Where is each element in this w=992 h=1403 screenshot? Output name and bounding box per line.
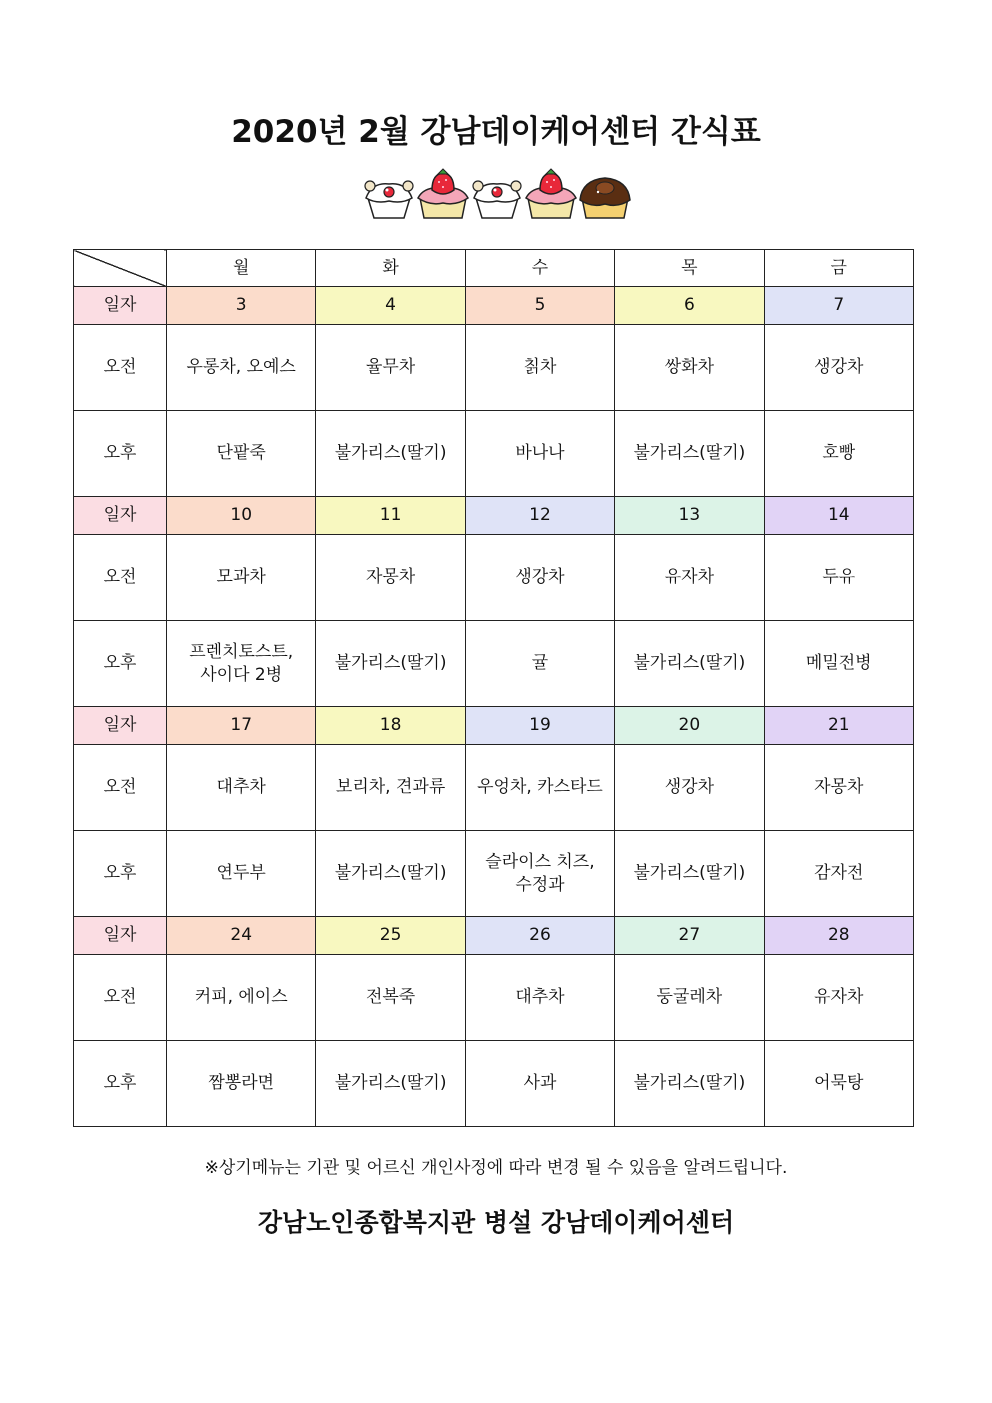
afternoon-snack-cell: 사과: [465, 1041, 614, 1127]
morning-snack-row: [74, 535, 914, 621]
corner-cell: [74, 250, 167, 287]
afternoon-snack-row: [74, 831, 914, 917]
notice-text: ※상기메뉴는 기관 및 어르신 개인사정에 따라 변경 될 수 있음을 알려드립니다.: [204, 1158, 788, 1178]
morning-snack-cell: 유자차: [764, 955, 913, 1041]
afternoon-row-label: 오후: [74, 1041, 167, 1127]
afternoon-snack-row: [74, 621, 914, 707]
organization-footer: 강남노인종합복지관 병설 강남데이케어센터: [257, 1208, 735, 1237]
date-cell: 25: [316, 917, 465, 955]
morning-snack-cell: 전복죽: [316, 955, 465, 1041]
morning-snack-cell: 생강차: [615, 745, 764, 831]
morning-row-label: 오전: [74, 325, 167, 411]
afternoon-snack-cell: 불가리스(딸기): [615, 831, 764, 917]
afternoon-snack-cell: 불가리스(딸기): [615, 621, 764, 707]
date-cell: 24: [167, 917, 316, 955]
date-cell: 10: [167, 497, 316, 535]
day-header: 목: [615, 250, 764, 287]
day-header: 월: [167, 250, 316, 287]
morning-snack-cell: 커피, 에이스: [167, 955, 316, 1041]
date-cell: 28: [764, 917, 913, 955]
afternoon-snack-cell: 감자전: [764, 831, 913, 917]
day-header: 금: [764, 250, 913, 287]
day-header: 화: [316, 250, 465, 287]
date-row-label: 일자: [74, 707, 167, 745]
morning-snack-cell: 우롱차, 오예스: [167, 325, 316, 411]
date-cell: 5: [465, 287, 614, 325]
morning-snack-cell: 쌍화차: [615, 325, 764, 411]
date-cell: 26: [465, 917, 614, 955]
morning-snack-cell: 보리차, 견과류: [316, 745, 465, 831]
date-cell: 7: [764, 287, 913, 325]
date-cell: 4: [316, 287, 465, 325]
date-row: [74, 287, 914, 325]
strawberry-cake-icon: [418, 169, 468, 218]
afternoon-row-label: 오후: [74, 621, 167, 707]
date-cell: 18: [316, 707, 465, 745]
strawberry-cake-icon: [526, 169, 576, 218]
date-cell: 17: [167, 707, 316, 745]
morning-snack-cell: 유자차: [615, 535, 764, 621]
afternoon-snack-cell: 호빵: [764, 411, 913, 497]
day-header: 수: [465, 250, 614, 287]
date-cell: 20: [615, 707, 764, 745]
afternoon-row-label: 오후: [74, 831, 167, 917]
cream-cupcake-icon: [365, 181, 413, 218]
morning-snack-cell: 칡차: [465, 325, 614, 411]
date-cell: 6: [615, 287, 764, 325]
date-row-label: 일자: [74, 917, 167, 955]
afternoon-snack-cell: 바나나: [465, 411, 614, 497]
day-header-row: [74, 250, 914, 287]
date-row: [74, 497, 914, 535]
date-row-label: 일자: [74, 287, 167, 325]
morning-row-label: 오전: [74, 955, 167, 1041]
afternoon-snack-cell: 짬뽕라면: [167, 1041, 316, 1127]
morning-snack-cell: 자몽차: [316, 535, 465, 621]
morning-row-label: 오전: [74, 745, 167, 831]
date-cell: 19: [465, 707, 614, 745]
morning-snack-row: [74, 325, 914, 411]
date-cell: 27: [615, 917, 764, 955]
afternoon-snack-cell: 불가리스(딸기): [316, 411, 465, 497]
morning-snack-cell: 대추차: [167, 745, 316, 831]
morning-snack-cell: 대추차: [465, 955, 614, 1041]
date-row: [74, 707, 914, 745]
afternoon-snack-cell: 귤: [465, 621, 614, 707]
afternoon-snack-row: [74, 411, 914, 497]
afternoon-snack-cell: 불가리스(딸기): [615, 411, 764, 497]
date-cell: 3: [167, 287, 316, 325]
morning-snack-row: [74, 745, 914, 831]
afternoon-snack-cell: 슬라이스 치즈, 수정과: [465, 831, 614, 917]
snack-menu-table: [73, 249, 914, 1127]
date-cell: 21: [764, 707, 913, 745]
afternoon-snack-cell: 불가리스(딸기): [316, 1041, 465, 1127]
morning-snack-row: [74, 955, 914, 1041]
cream-cupcake-icon: [473, 181, 521, 218]
chocolate-cake-icon: [580, 178, 630, 218]
afternoon-snack-cell: 어묵탕: [764, 1041, 913, 1127]
afternoon-snack-cell: 불가리스(딸기): [316, 621, 465, 707]
morning-snack-cell: 율무차: [316, 325, 465, 411]
afternoon-snack-cell: 불가리스(딸기): [316, 831, 465, 917]
morning-row-label: 오전: [74, 535, 167, 621]
date-cell: 12: [465, 497, 614, 535]
afternoon-snack-row: [74, 1041, 914, 1127]
date-cell: 11: [316, 497, 465, 535]
morning-snack-cell: 우엉차, 카스타드: [465, 745, 614, 831]
morning-snack-cell: 두유: [764, 535, 913, 621]
afternoon-snack-cell: 단팥죽: [167, 411, 316, 497]
afternoon-row-label: 오후: [74, 411, 167, 497]
afternoon-snack-cell: 메밀전병: [764, 621, 913, 707]
date-row: [74, 917, 914, 955]
afternoon-snack-cell: 연두부: [167, 831, 316, 917]
afternoon-snack-cell: 프렌치토스트, 사이다 2병: [167, 621, 316, 707]
morning-snack-cell: 자몽차: [764, 745, 913, 831]
date-cell: 14: [764, 497, 913, 535]
date-row-label: 일자: [74, 497, 167, 535]
morning-snack-cell: 모과차: [167, 535, 316, 621]
page-title: 2020년 2월 강남데이케어센터 간식표: [231, 114, 761, 150]
morning-snack-cell: 생강차: [465, 535, 614, 621]
morning-snack-cell: 둥굴레차: [615, 955, 764, 1041]
date-cell: 13: [615, 497, 764, 535]
morning-snack-cell: 생강차: [764, 325, 913, 411]
cake-decoration: [362, 168, 632, 222]
afternoon-snack-cell: 불가리스(딸기): [615, 1041, 764, 1127]
